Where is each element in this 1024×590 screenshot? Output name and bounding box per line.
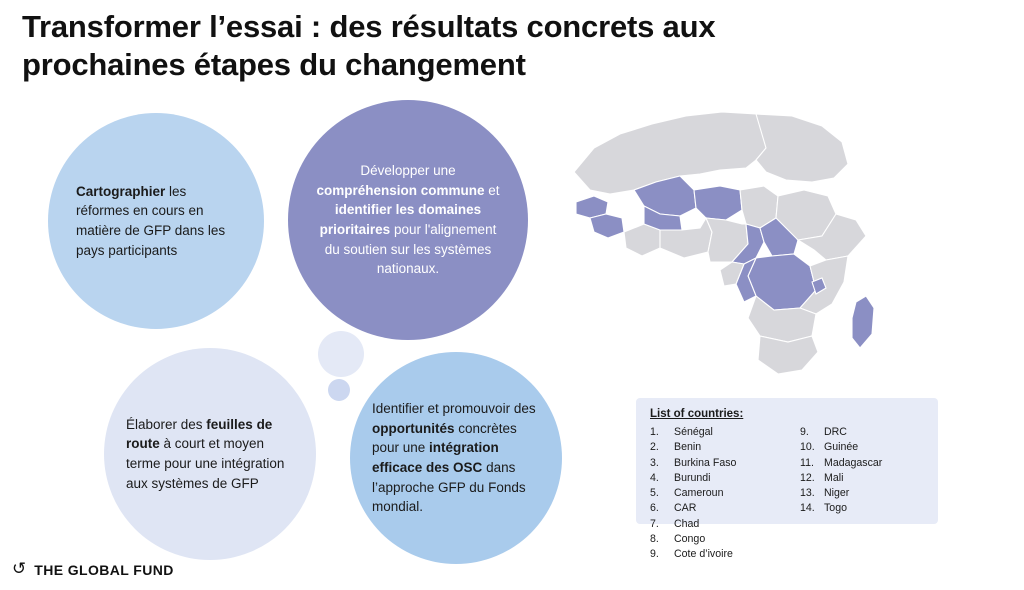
country-list-item xyxy=(650,425,774,440)
country-list-item-number: 9. xyxy=(650,548,659,560)
country-list-item-name: CAR xyxy=(674,502,697,515)
country-list-item-name: Mali xyxy=(824,471,844,484)
country-list-item-number: 7. xyxy=(650,517,659,530)
decorative-circle-small xyxy=(328,379,350,401)
map-region-cote-ivoire xyxy=(624,224,660,256)
country-list-item xyxy=(650,440,774,455)
country-list-item xyxy=(650,547,774,562)
country-list-item-number: 5. xyxy=(650,487,659,499)
decorative-circle-large xyxy=(318,331,364,377)
country-list-item-name: Burkina Faso xyxy=(674,456,737,469)
country-list-item-name: Cote d’ivoire xyxy=(674,548,733,560)
country-list-column-left xyxy=(650,425,774,562)
bubble-cartographier-text: Cartographier les réformes en cours en matière de GFP dans les pays participants xyxy=(76,183,226,258)
country-list-item-number: 1. xyxy=(650,426,659,438)
country-list-item-name: Sénégal xyxy=(674,426,713,438)
country-list-item xyxy=(800,486,924,501)
map-region-northeast xyxy=(756,114,848,182)
country-list-item-name: Chad xyxy=(674,517,700,530)
country-list-item xyxy=(650,486,774,501)
country-list-item-number: 2. xyxy=(650,441,659,454)
country-list-item xyxy=(800,425,924,440)
africa-map-svg xyxy=(560,90,900,380)
bubble-comprehension-text: Développer une compréhension commune et identifier les domaines prioritaires pour l'alignement du soutien sur les systèmes nationaux. xyxy=(316,163,500,277)
map-region-madagascar xyxy=(852,296,874,348)
map-region-southern-africa xyxy=(758,336,818,374)
page-title: Transformer l’essai : des résultats concrets aux prochaines étapes du changement xyxy=(22,9,716,82)
bubble-feuilles-de-route xyxy=(104,348,316,560)
country-list-item xyxy=(650,517,774,532)
bubble-cartographier xyxy=(48,113,264,329)
country-list-item-number: 8. xyxy=(650,532,659,545)
map-region-niger xyxy=(694,186,742,220)
country-list-item-name: DRC xyxy=(824,426,847,438)
country-list-item-name: Benin xyxy=(674,441,702,454)
country-list-item-name: Togo xyxy=(824,502,847,515)
country-list-item-number: 3. xyxy=(650,456,659,469)
country-list-item xyxy=(800,501,924,516)
bubble-feuilles-de-route-text: Élaborer des feuilles de route à court et moyen terme pour une intégration aux systèmes de GFP xyxy=(126,416,285,491)
country-list-item-number: 14. xyxy=(800,502,815,515)
country-list-item xyxy=(650,532,774,547)
africa-map xyxy=(560,90,900,380)
country-list-item-number: 6. xyxy=(650,502,659,515)
country-list-column-right xyxy=(800,425,924,562)
country-list-item xyxy=(800,440,924,455)
country-list-item-name: Madagascar xyxy=(824,456,883,469)
map-region-guinea xyxy=(590,214,624,238)
country-list-item xyxy=(800,471,924,486)
country-list-item-name: Congo xyxy=(674,532,706,545)
country-list-item-name: Guinée xyxy=(824,441,859,454)
country-list-item-number: 13. xyxy=(800,487,815,499)
country-list-box xyxy=(636,398,938,560)
bubble-opportunites-text: Identifier et promouvoir des opportunités concrètes pour une intégration efficace des OSC dans l’approche GFP du Fonds mondial. xyxy=(372,401,536,515)
country-list-item xyxy=(800,456,924,471)
brand-footer xyxy=(12,561,174,578)
global-fund-logo-text: THE GLOBAL FUND xyxy=(34,561,174,578)
bubble-opportunites xyxy=(350,352,562,564)
country-list-item xyxy=(650,456,774,471)
country-list-title: List of countries: xyxy=(650,408,744,420)
global-fund-logo-icon: ↺ xyxy=(12,559,27,579)
bubble-comprehension xyxy=(288,100,528,340)
country-list-item-name: Niger xyxy=(824,487,850,499)
country-list-item xyxy=(650,501,774,516)
country-list-item-name: Burundi xyxy=(674,471,711,484)
country-list-item-number: 11. xyxy=(800,456,814,469)
country-list-item xyxy=(650,471,774,486)
country-list-item-name: Cameroun xyxy=(674,487,724,499)
country-list-item-number: 12. xyxy=(800,471,815,484)
country-list-item-number: 9. xyxy=(800,426,809,438)
country-list-item-number: 4. xyxy=(650,471,659,484)
country-list-item-number: 10. xyxy=(800,441,815,454)
